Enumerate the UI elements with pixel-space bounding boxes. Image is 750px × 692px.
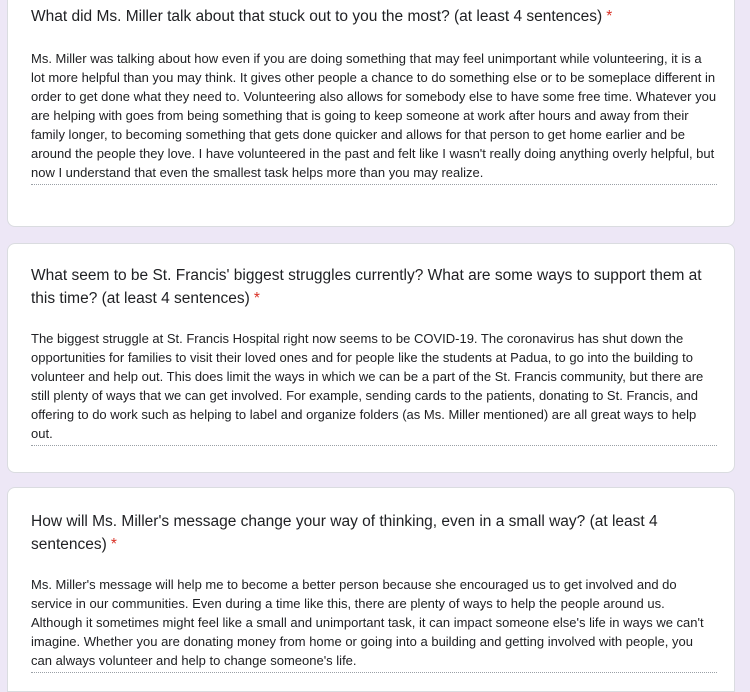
- question-title: [31, 510, 716, 556]
- required-asterisk: *: [110, 536, 117, 553]
- question-card-3: [7, 487, 735, 692]
- answer-textarea[interactable]: The biggest struggle at St. Francis Hospital right now seems to be COVID-19. The coronavirus has shut down the opportunities for families to visit their loved ones and for people like the students at Padua, to go into the building to volunteer and help out. This does limit the ways in which we can be a part of the St. Francis community, but there are still plenty of ways that we can get involved. For example, sending cards to the patients, donating to St. Francis, and offering to do work such as helping to label and organize folders (as Ms. Miller mentioned) are all great ways to help out.: [31, 329, 717, 446]
- question-card-2: [7, 243, 735, 473]
- question-title: [31, 264, 716, 310]
- question-text: What did Ms. Miller talk about that stuck out to you the most? (at least 4 sentences): [31, 8, 603, 25]
- answer-textarea[interactable]: Ms. Miller's message will help me to become a better person because she encouraged us to get involved and do service in our communities. Even during a time like this, there are plenty of ways to help the people around us. Although it sometimes might feel like a small and unimportant task, it can impact someone else's life in ways we can't imagine. Whether you are donating money from home or going into a building and getting involved with people, you can always volunteer and help to change someone's life.: [31, 575, 717, 673]
- required-asterisk: *: [606, 8, 613, 25]
- required-asterisk: *: [253, 290, 260, 307]
- question-text: How will Ms. Miller's message change your way of thinking, even in a small way? (at least 4 sentences): [31, 513, 658, 553]
- question-title: [31, 5, 716, 28]
- answer-textarea[interactable]: Ms. Miller was talking about how even if you are doing something that may feel unimportant while volunteering, it is a lot more helpful than you may think. It gives other people a chance to do something else or to be someplace different in order to get done what they need to. Volunteering also allows for somebody else to have some free time. Whatever you are helping with goes from being something that is going to keep someone at work after hours and away from their family longer, to becoming something that gets done quicker and allows for that person to get home earlier and be around the people they love. I have volunteered in the past and felt like I wasn't really doing anything overly helpful, but now I understand that even the smallest task helps more than you may realize.: [31, 49, 717, 185]
- question-text: What seem to be St. Francis' biggest struggles currently? What are some ways to support them at this time? (at least 4 sentences): [31, 267, 702, 307]
- question-card-1: [7, 0, 735, 227]
